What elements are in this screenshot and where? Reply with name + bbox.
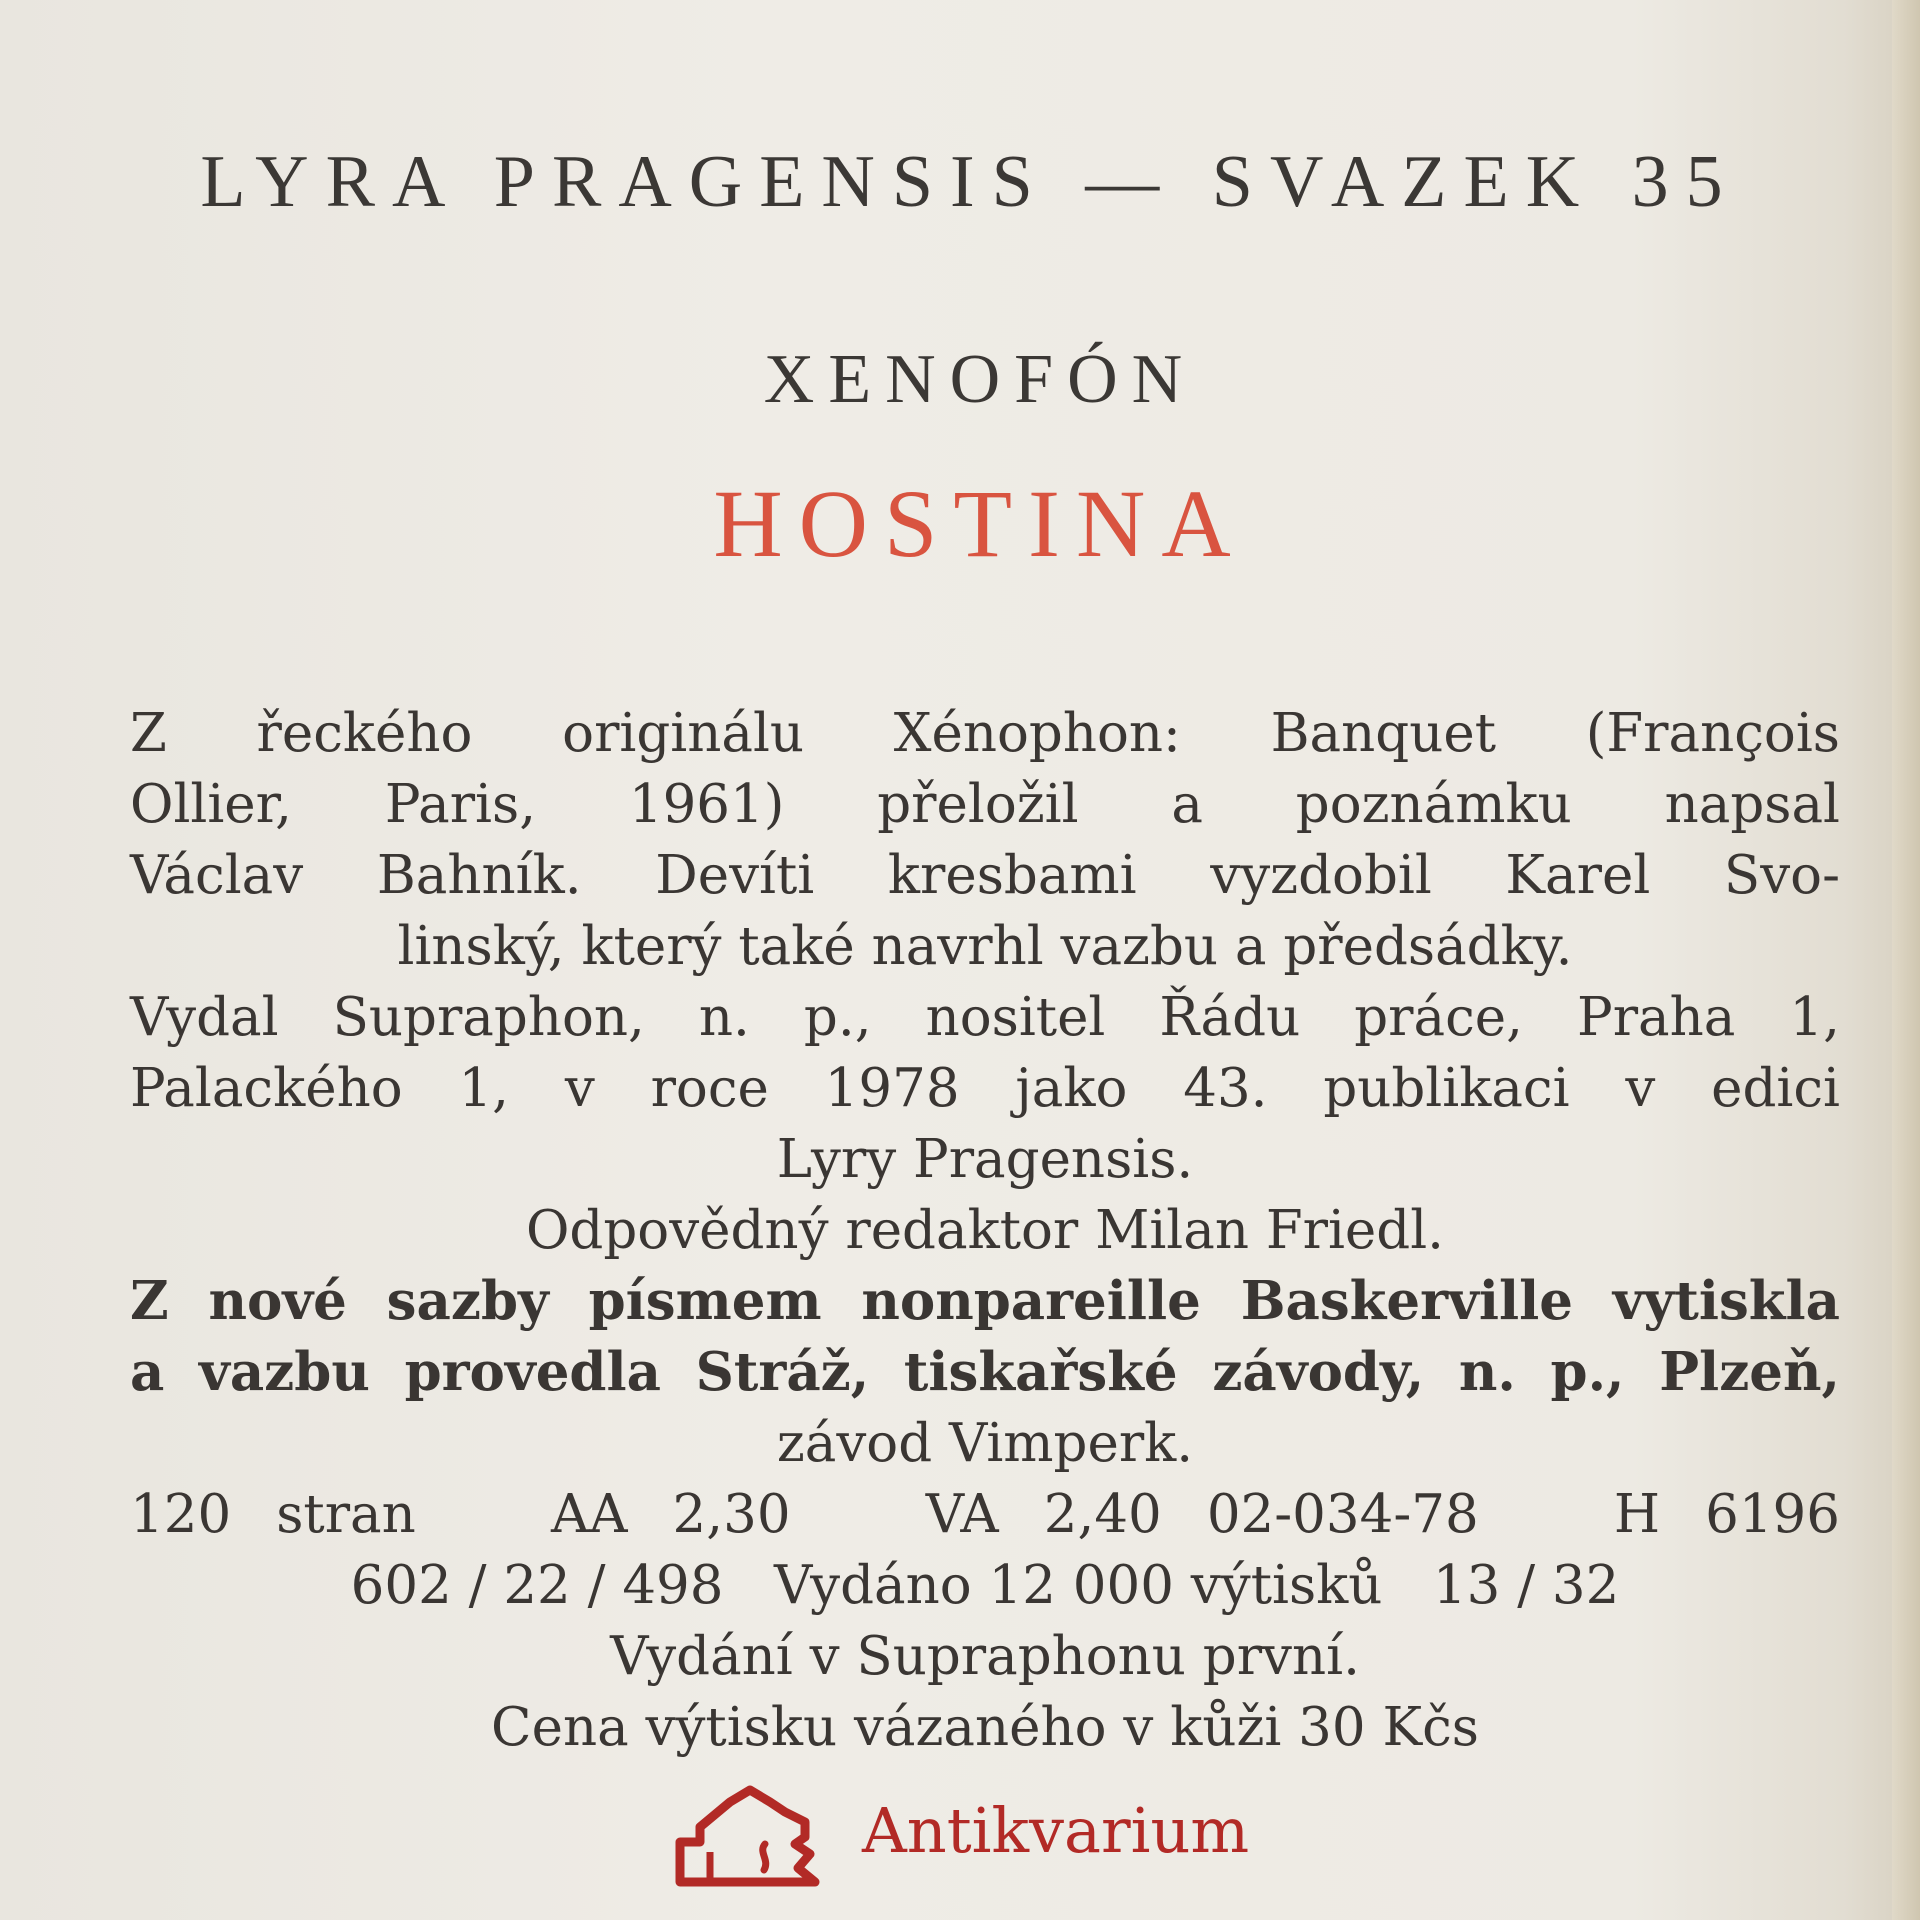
colophon-line-11: závod Vimperk. — [776, 1413, 1194, 1474]
colophon-line-1: Z řeckého originálu Xénophon: Banquet (François — [130, 703, 1840, 764]
house-ruin-logo-icon — [670, 1782, 830, 1892]
colophon-line-2: Ollier, Paris, 1961) přeložil a poznámku napsal — [130, 774, 1840, 835]
colophon-line-6: Palackého 1, v roce 1978 jako 43. publikaci v edici — [130, 1058, 1840, 1119]
colophon-line-12: 120 stran AA 2,30 VA 2,40 02-034-78 H 6196 — [130, 1484, 1840, 1545]
colophon — [130, 698, 1840, 1763]
antikvarium-watermark — [670, 1782, 1270, 1892]
colophon-line-5: Vydal Supraphon, n. p., nositel Řádu práce, Praha 1, — [130, 987, 1840, 1048]
colophon-line-14: Vydání v Supraphonu první. — [610, 1626, 1360, 1687]
colophon-line-13: 602 / 22 / 498 Vydáno 12 000 výtisků 13 / 32 — [350, 1555, 1620, 1616]
antikvarium-brand-text: Antikvarium — [862, 1794, 1250, 1867]
book-title: HOSTINA — [713, 470, 1247, 577]
colophon-line-7: Lyry Pragensis. — [776, 1129, 1194, 1190]
colophon-line-8: Odpovědný redaktor Milan Friedl. — [525, 1200, 1444, 1261]
colophon-line-15: Cena výtisku vázaného v kůži 30 Kčs — [491, 1697, 1479, 1758]
colophon-line-9: Z nové sazby písmem nonpareille Baskerville vytiskla — [130, 1270, 1840, 1332]
colophon-line-10: a vazbu provedla Stráž, tiskařské závody, n. p., Plzeň, — [130, 1341, 1840, 1403]
colophon-line-3: Václav Bahník. Devíti kresbami vyzdobil Karel Svo- — [130, 845, 1840, 906]
page-edge — [1892, 0, 1920, 1920]
author-name: XENOFÓN — [763, 341, 1197, 418]
colophon-line-4: linský, který také navrhl vazbu a předsádky. — [397, 916, 1573, 977]
series-heading: LYRA PRAGENSIS — SVAZEK 35 — [200, 141, 1740, 223]
